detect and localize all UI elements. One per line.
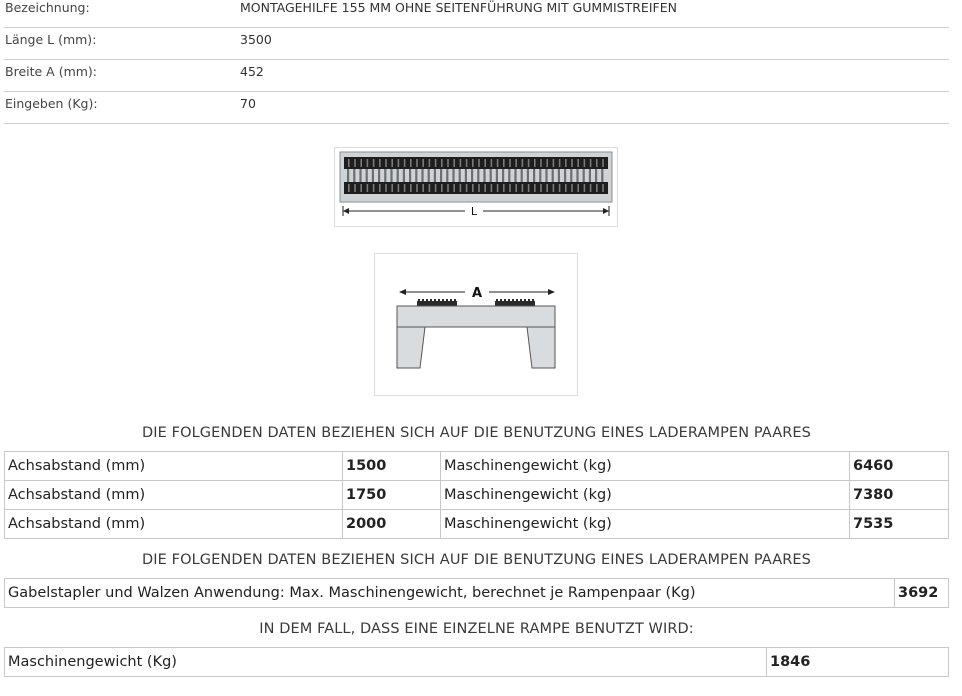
ramp-rib [359, 169, 361, 182]
rubber-strip-groove [484, 184, 486, 192]
ramp-rib [583, 169, 585, 182]
ramp-rib [446, 169, 448, 182]
ramp-rib [378, 169, 380, 182]
rubber-strip-groove [391, 159, 393, 167]
rubber-strip-groove [559, 159, 561, 167]
ramp-rib [347, 169, 349, 182]
ramp-rib [539, 169, 541, 182]
axle-distance-label: Achsabstand (mm) [5, 481, 343, 510]
rubber-tread [442, 299, 444, 301]
ramp-rib [483, 169, 485, 182]
axle-distance-value: 1500 [343, 452, 441, 481]
rubber-tread [496, 299, 498, 301]
ramp-rib [397, 169, 399, 182]
ramp-rib [558, 169, 560, 182]
ramp-rib [477, 169, 479, 182]
rubber-strip-groove [571, 184, 573, 192]
rubber-tread [524, 299, 526, 301]
rubber-strip-groove [373, 159, 375, 167]
axle-distance-table [4, 451, 949, 539]
rubber-strip-groove [410, 184, 412, 192]
ramp-rib [372, 169, 374, 182]
rubber-strip-groove [385, 159, 387, 167]
spec-label: Bezeichnung: [5, 0, 90, 15]
rubber-strip-groove [484, 159, 486, 167]
table-row [5, 648, 949, 677]
rubber-strip-groove [540, 184, 542, 192]
ramp-rib [421, 169, 423, 182]
rubber-strip-groove [460, 159, 462, 167]
rubber-strip-groove [348, 184, 350, 192]
rubber-strip-groove [360, 184, 362, 192]
rubber-strip-groove [447, 159, 449, 167]
spec-row-breite [4, 60, 949, 92]
rubber-strip-groove [429, 159, 431, 167]
ramp-rib [452, 169, 454, 182]
rubber-strip-groove [379, 184, 381, 192]
ramp-rib [576, 169, 578, 182]
ramp-rib [390, 169, 392, 182]
rubber-strip-groove [360, 159, 362, 167]
rubber-strip-groove [435, 159, 437, 167]
table-row [5, 579, 949, 608]
ramp-rib [589, 169, 591, 182]
rubber-strip-groove [584, 184, 586, 192]
rubber-strip-groove [391, 184, 393, 192]
ramp-rib [384, 169, 386, 182]
rubber-tread [520, 299, 522, 301]
rubber-strip-groove [367, 184, 369, 192]
rubber-strip-groove [379, 159, 381, 167]
rubber-strip-groove [404, 184, 406, 192]
rubber-strip-groove [534, 159, 536, 167]
rubber-tread [508, 299, 510, 301]
rubber-strip-groove [522, 159, 524, 167]
rubber-strip-groove [596, 184, 598, 192]
rubber-strip-groove [515, 184, 517, 192]
rubber-strip-groove [422, 159, 424, 167]
ramp-rib [428, 169, 430, 182]
ramp-rib [552, 169, 554, 182]
rubber-strip-groove [534, 184, 536, 192]
rubber-strip-groove [497, 184, 499, 192]
spec-label: Eingeben (Kg): [5, 96, 98, 111]
ramp-rib [502, 169, 504, 182]
machine-weight-label: Maschinengewicht (kg) [441, 481, 850, 510]
rubber-strip-groove [559, 184, 561, 192]
rubber-strip-groove [528, 184, 530, 192]
rubber-tread [528, 299, 530, 301]
table-row [5, 510, 949, 539]
section1-heading: DIE FOLGENDEN DATEN BEZIEHEN SICH AUF DIE BENUTZUNG EINES LADERAMPEN PAARES [142, 425, 811, 441]
axle-distance-value: 2000 [343, 510, 441, 539]
machine-weight-label: Maschinengewicht (kg) [441, 510, 850, 539]
rubber-strip-groove [472, 184, 474, 192]
ramp-rib [521, 169, 523, 182]
rubber-tread [434, 299, 436, 301]
rubber-strip-groove [546, 184, 548, 192]
rubber-strip-groove [398, 159, 400, 167]
ramp-rib [508, 169, 510, 182]
rubber-strip-groove [466, 184, 468, 192]
rubber-strip-groove [429, 184, 431, 192]
rubber-strip-groove [553, 159, 555, 167]
ramp-rib [471, 169, 473, 182]
ramp-rib [434, 169, 436, 182]
rubber-strip-groove [602, 184, 604, 192]
rubber-strip-groove [410, 159, 412, 167]
rubber-strip-groove [348, 159, 350, 167]
axle-distance-label: Achsabstand (mm) [5, 452, 343, 481]
ramp-rib [533, 169, 535, 182]
rubber-tread [426, 299, 428, 301]
single-ramp-weight-value: 1846 [767, 648, 949, 677]
ramp-top-view-drawing [335, 148, 617, 226]
rubber-tread [512, 299, 514, 301]
spec-list [4, 0, 949, 124]
rubber-strip-groove [404, 159, 406, 167]
table-row [5, 452, 949, 481]
spec-row-laenge [4, 28, 949, 60]
rubber-strip-groove [385, 184, 387, 192]
rubber-strip-groove [540, 159, 542, 167]
rubber-strip-groove [354, 159, 356, 167]
rubber-strip-groove [509, 184, 511, 192]
ramp-rib [527, 169, 529, 182]
ramp-rib [403, 169, 405, 182]
single-ramp-weight-label: Maschinengewicht (Kg) [5, 648, 767, 677]
ramp-rib [415, 169, 417, 182]
rubber-strip-groove [602, 159, 604, 167]
rubber-strip-groove [546, 159, 548, 167]
ramp-rib [514, 169, 516, 182]
ramp-rib [564, 169, 566, 182]
ramp-rib [409, 169, 411, 182]
rubber-strip-groove [596, 159, 598, 167]
rubber-strip-groove [416, 159, 418, 167]
rubber-tread [504, 299, 506, 301]
rubber-strip-groove [416, 184, 418, 192]
rubber-strip-groove [528, 159, 530, 167]
rubber-strip-groove [472, 159, 474, 167]
rubber-strip-groove [503, 159, 505, 167]
rubber-strip-groove [491, 184, 493, 192]
rubber-strip-groove [497, 159, 499, 167]
single-ramp-table [4, 647, 949, 677]
rubber-strip-groove [398, 184, 400, 192]
spec-value: 3500 [240, 32, 272, 47]
rubber-strip-groove [491, 159, 493, 167]
rubber-strip-groove [478, 184, 480, 192]
rubber-strip-groove [441, 184, 443, 192]
rubber-tread [418, 299, 420, 301]
spec-row-eingeben [4, 92, 949, 124]
rubber-strip-groove [503, 184, 505, 192]
rubber-tread [454, 299, 456, 301]
rubber-strip-groove [565, 184, 567, 192]
forklift-weight-label: Gabelstapler und Walzen Anwendung: Max. Maschinengewicht, berechnet je Rampenpaar (Kg) [5, 579, 895, 608]
ramp-rib [601, 169, 603, 182]
rubber-strip-groove [565, 159, 567, 167]
rubber-strip-groove [367, 159, 369, 167]
ramp-rib [570, 169, 572, 182]
ramp-top-view-figure [334, 147, 618, 227]
section3-heading: IN DEM FALL, DASS EINE EINZELNE RAMPE BENUTZT WIRD: [259, 621, 694, 637]
spec-label: Länge L (mm): [5, 32, 97, 47]
rubber-strip-groove [515, 159, 517, 167]
ramp-front-view-drawing [375, 254, 577, 395]
rubber-strip-groove [553, 184, 555, 192]
rubber-strip-groove [453, 184, 455, 192]
rubber-strip-groove [460, 184, 462, 192]
machine-weight-value: 7535 [850, 510, 949, 539]
forklift-weight-table [4, 578, 949, 608]
rubber-tread [422, 299, 424, 301]
rubber-strip-groove [441, 159, 443, 167]
rubber-tread [450, 299, 452, 301]
spec-label: Breite A (mm): [5, 64, 98, 79]
rubber-tread [532, 299, 534, 301]
axle-distance-value: 1750 [343, 481, 441, 510]
ramp-rib [353, 169, 355, 182]
machine-weight-value: 7380 [850, 481, 949, 510]
spec-value: 70 [240, 96, 256, 111]
length-dimension-label: L [470, 205, 478, 218]
rubber-strip-groove [422, 184, 424, 192]
rubber-strip-groove [590, 159, 592, 167]
ramp-rib [545, 169, 547, 182]
rubber-tread [500, 299, 502, 301]
rubber-strip-groove [453, 159, 455, 167]
rubber-tread [516, 299, 518, 301]
spec-row-bezeichnung [4, 0, 949, 28]
forklift-weight-value: 3692 [895, 579, 949, 608]
ramp-rib [459, 169, 461, 182]
spec-value: 452 [240, 64, 264, 79]
rubber-tread [446, 299, 448, 301]
rubber-strip-groove [590, 184, 592, 192]
rubber-strip-groove [522, 184, 524, 192]
rubber-strip-groove [577, 159, 579, 167]
section2-heading: DIE FOLGENDEN DATEN BEZIEHEN SICH AUF DIE BENUTZUNG EINES LADERAMPEN PAARES [142, 552, 811, 568]
ramp-rib [366, 169, 368, 182]
rubber-strip-groove [447, 184, 449, 192]
ramp-rib [595, 169, 597, 182]
rubber-strip-groove [584, 159, 586, 167]
rubber-strip-groove [466, 159, 468, 167]
width-dimension-label: A [471, 286, 483, 301]
machine-weight-value: 6460 [850, 452, 949, 481]
rubber-strip-groove [577, 184, 579, 192]
ramp-rib [496, 169, 498, 182]
rubber-strip-groove [571, 159, 573, 167]
table-row [5, 481, 949, 510]
rubber-strip-groove [509, 159, 511, 167]
machine-weight-label: Maschinengewicht (kg) [441, 452, 850, 481]
rubber-strip-groove [354, 184, 356, 192]
rubber-strip-groove [478, 159, 480, 167]
rubber-tread [430, 299, 432, 301]
axle-distance-label: Achsabstand (mm) [5, 510, 343, 539]
ramp-rib [465, 169, 467, 182]
spec-value: MONTAGEHILFE 155 MM OHNE SEITENFÜHRUNG MIT GUMMISTREIFEN [240, 0, 677, 15]
ramp-rib [440, 169, 442, 182]
rubber-strip-groove [435, 184, 437, 192]
rubber-tread [438, 299, 440, 301]
ramp-rib [490, 169, 492, 182]
rubber-strip-groove [373, 184, 375, 192]
ramp-front-view-figure [374, 253, 578, 396]
